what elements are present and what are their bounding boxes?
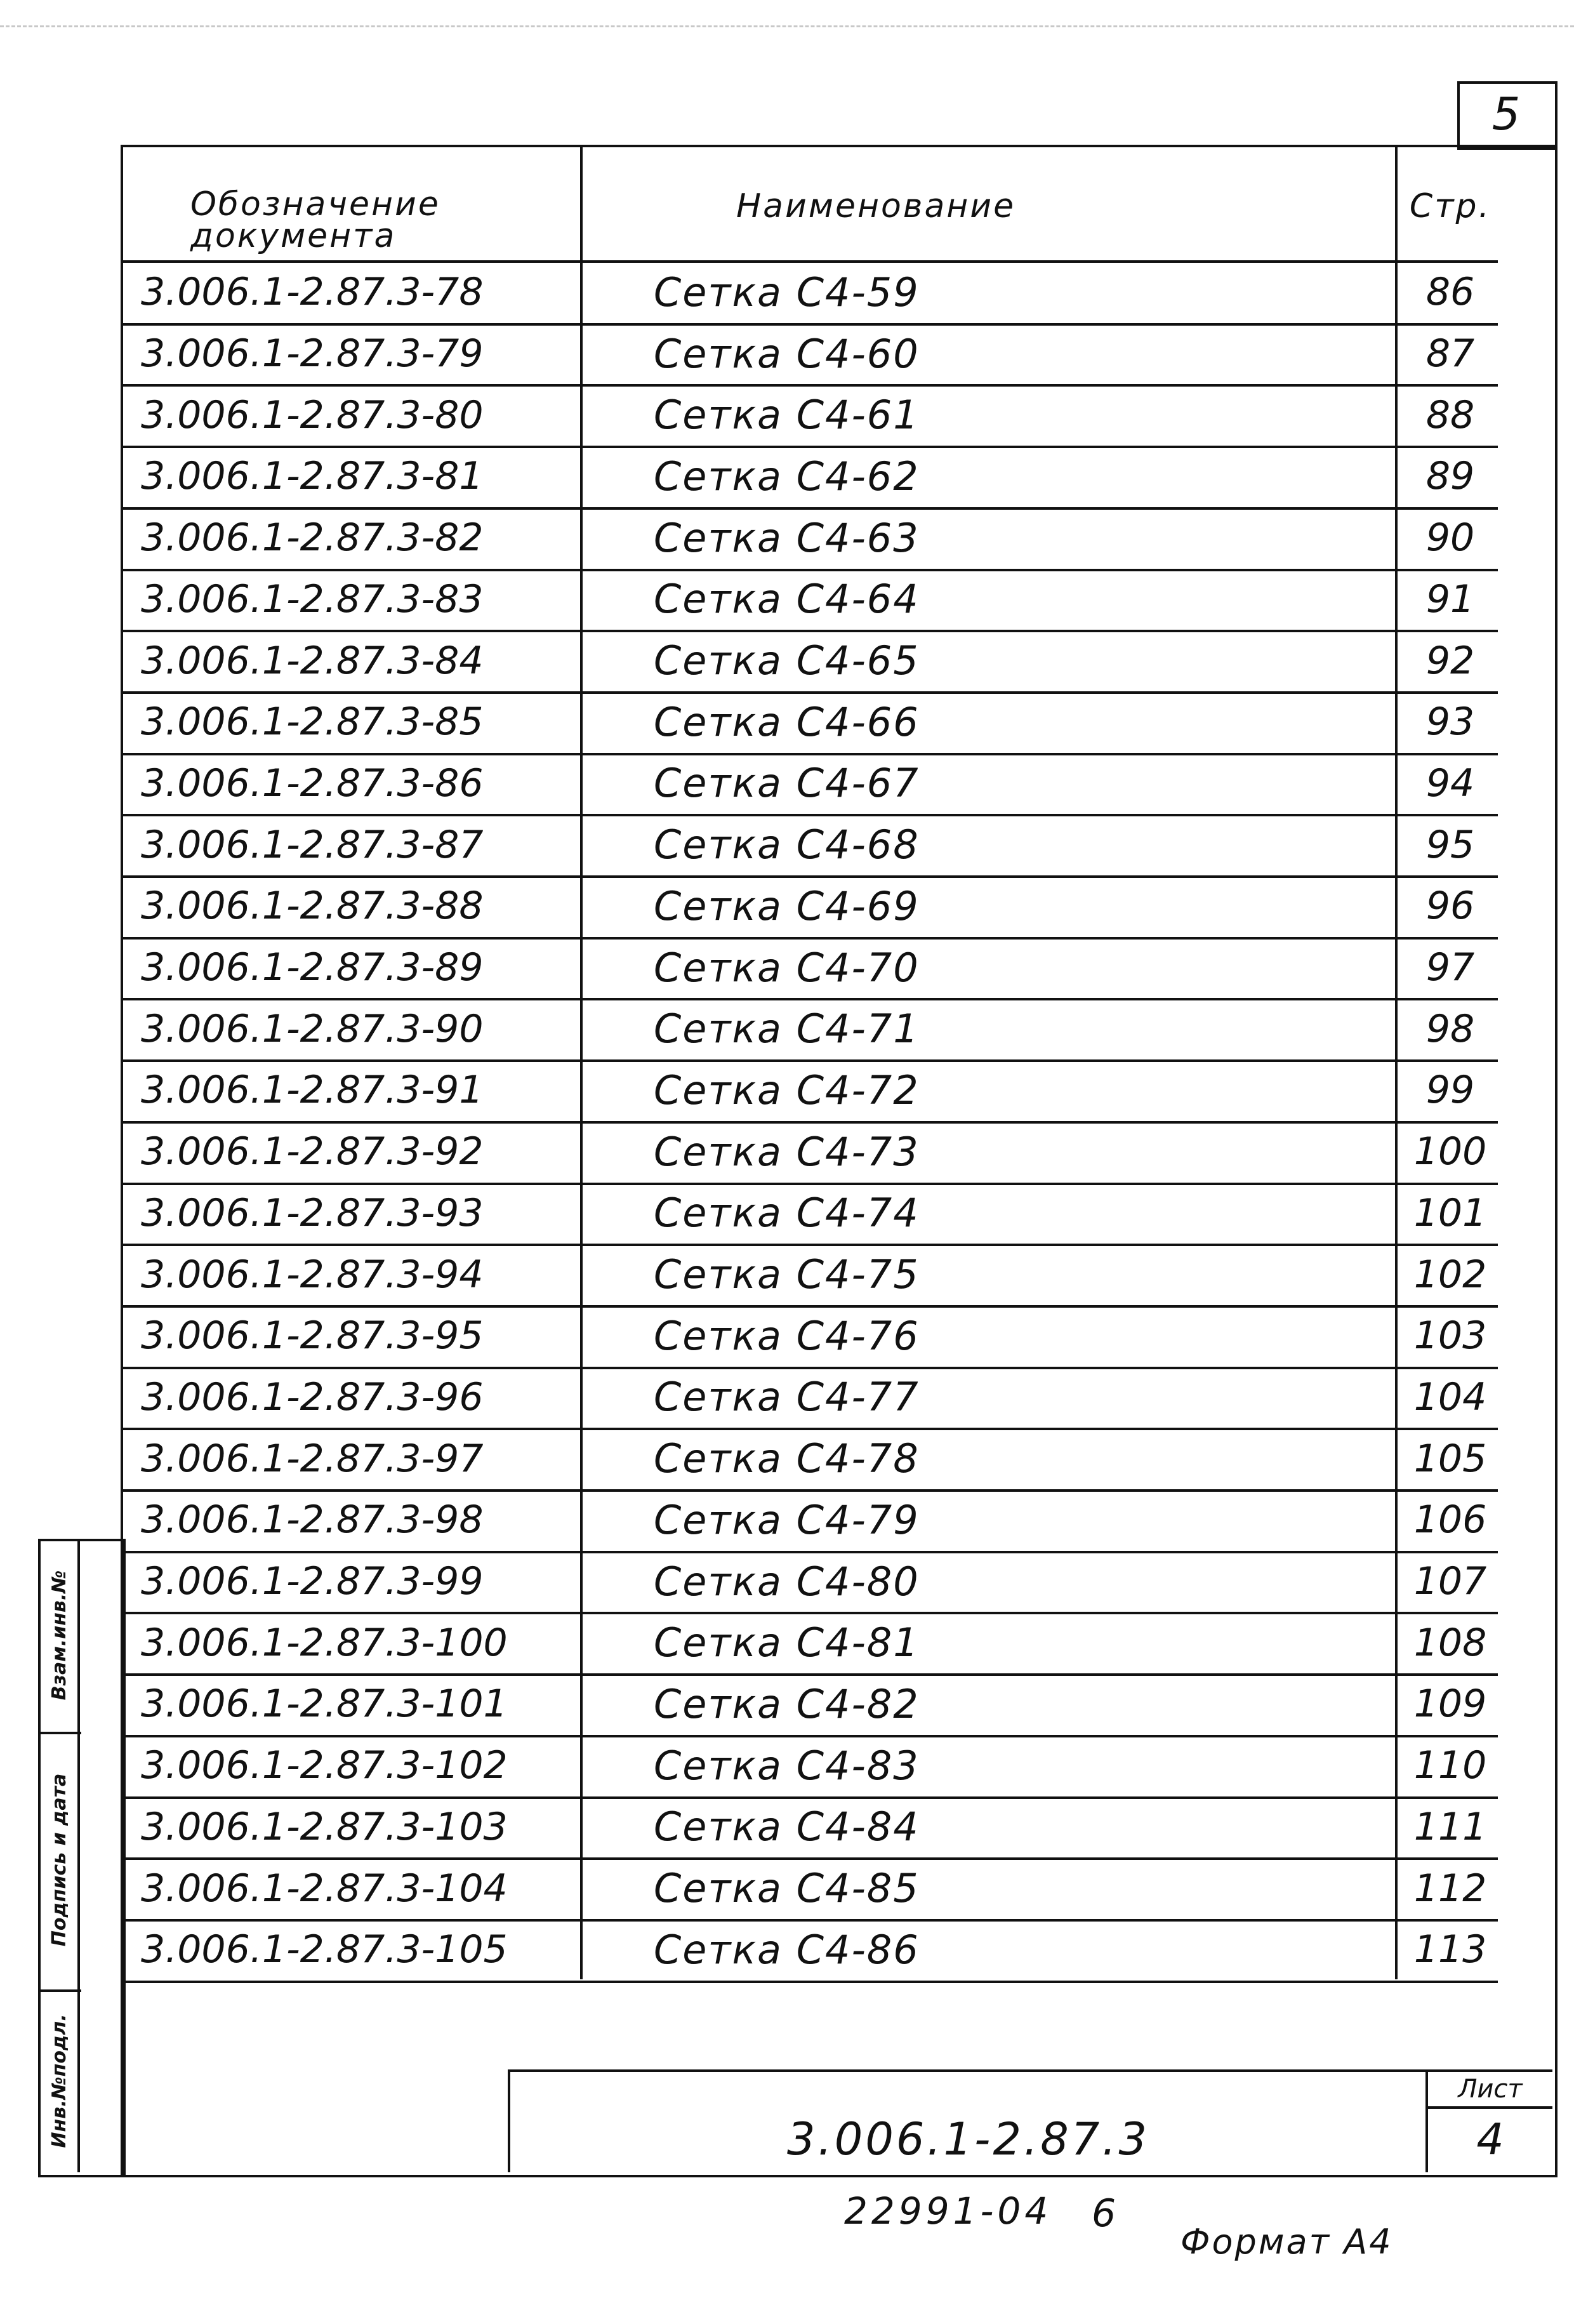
name-cell: Сетка С4-66 (654, 698, 920, 745)
page-cell: 91 (1425, 576, 1475, 621)
name-cell: Сетка С4-81 (654, 1619, 920, 1666)
name-cell: Сетка С4-68 (654, 821, 920, 868)
designation-cell: 3.006.1-2.87.3-83 (141, 576, 484, 621)
designation-cell: 3.006.1-2.87.3-95 (141, 1313, 484, 1358)
designation-cell: 3.006.1-2.87.3-102 (141, 1743, 508, 1788)
page-cell: 99 (1425, 1068, 1475, 1113)
designation-cell: 3.006.1-2.87.3-94 (141, 1252, 484, 1297)
designation-cell: 3.006.1-2.87.3-85 (141, 700, 484, 745)
page-cell: 103 (1413, 1313, 1487, 1358)
designation-cell: 3.006.1-2.87.3-78 (141, 270, 484, 315)
page-cell: 109 (1413, 1682, 1487, 1727)
name-cell: Сетка С4-60 (654, 330, 920, 377)
side-stamp-inv-podl: Инв.№подл. (48, 2014, 70, 2148)
page-cell: 88 (1425, 392, 1475, 437)
page-cell: 104 (1413, 1374, 1487, 1419)
copy-number: 6 (1092, 2191, 1116, 2236)
name-cell: Сетка С4-77 (654, 1374, 920, 1421)
designation-cell: 3.006.1-2.87.3-103 (141, 1804, 508, 1849)
page-cell: 90 (1425, 515, 1475, 561)
designation-cell: 3.006.1-2.87.3-104 (141, 1866, 508, 1911)
name-cell: Сетка С4-73 (654, 1128, 920, 1175)
sheet-number: 4 (1476, 2114, 1504, 2165)
side-stamp-vzam-inv: Взам.инв.№ (48, 1570, 70, 1701)
designation-cell: 3.006.1-2.87.3-99 (141, 1559, 484, 1604)
name-cell: Сетка С4-86 (654, 1926, 920, 1973)
page-cell: 86 (1425, 270, 1475, 315)
title-block-left (508, 2069, 510, 2172)
name-cell: Сетка С4-61 (654, 392, 920, 439)
page-cell: 106 (1413, 1497, 1487, 1543)
page-cell: 98 (1425, 1006, 1475, 1051)
designation-cell: 3.006.1-2.87.3-80 (141, 392, 484, 437)
designation-cell: 3.006.1-2.87.3-105 (141, 1927, 508, 1972)
format-label: Формат А4 (1180, 2221, 1393, 2262)
scan-dashed-line (0, 25, 1574, 27)
designation-cell: 3.006.1-2.87.3-86 (141, 760, 484, 806)
designation-cell: 3.006.1-2.87.3-90 (141, 1006, 484, 1051)
name-cell: Сетка С4-78 (654, 1435, 920, 1482)
side-stamp-divider (77, 1539, 80, 2172)
name-cell: Сетка С4-64 (654, 576, 920, 623)
name-cell: Сетка С4-70 (654, 944, 920, 991)
name-cell: Сетка С4-59 (654, 269, 920, 315)
designation-cell: 3.006.1-2.87.3-79 (141, 331, 484, 376)
designation-cell: 3.006.1-2.87.3-101 (141, 1682, 508, 1727)
designation-cell: 3.006.1-2.87.3-87 (141, 822, 484, 867)
page-cell: 111 (1413, 1804, 1487, 1849)
name-cell: Сетка С4-63 (654, 514, 920, 561)
header-page: Стр. (1409, 187, 1491, 225)
table-row-line (121, 1981, 1498, 1983)
name-cell: Сетка С4-72 (654, 1066, 920, 1113)
page-cell: 110 (1413, 1743, 1487, 1788)
document-code: 3.006.1-2.87.3 (787, 2113, 1150, 2165)
page-cell: 101 (1413, 1190, 1487, 1235)
header-designation-line2: документа (190, 217, 397, 255)
page-cell: 97 (1425, 945, 1475, 990)
name-cell: Сетка С4-79 (654, 1496, 920, 1543)
page-cell: 95 (1425, 822, 1475, 867)
designation-cell: 3.006.1-2.87.3-88 (141, 884, 484, 929)
sheet-label: Лист (1458, 2075, 1523, 2104)
name-cell: Сетка С4-62 (654, 453, 920, 500)
page-cell: 94 (1425, 760, 1475, 806)
designation-cell: 3.006.1-2.87.3-82 (141, 515, 484, 561)
designation-cell: 3.006.1-2.87.3-91 (141, 1068, 484, 1113)
page-cell: 87 (1425, 331, 1475, 376)
page-cell: 105 (1413, 1436, 1487, 1481)
page-cell: 96 (1425, 884, 1475, 929)
designation-cell: 3.006.1-2.87.3-97 (141, 1436, 484, 1481)
header-name: Наименование (736, 187, 1016, 225)
page-cell: 112 (1413, 1866, 1487, 1911)
page-cell: 108 (1413, 1620, 1487, 1665)
name-cell: Сетка С4-69 (654, 882, 920, 929)
page-cell: 92 (1425, 638, 1475, 683)
designation-cell: 3.006.1-2.87.3-100 (141, 1620, 508, 1665)
name-cell: Сетка С4-76 (654, 1312, 920, 1359)
header-designation-line1: Обозначение (190, 185, 440, 223)
name-cell: Сетка С4-71 (654, 1006, 920, 1052)
name-cell: Сетка С4-80 (654, 1558, 920, 1605)
designation-cell: 3.006.1-2.87.3-93 (141, 1190, 484, 1235)
name-cell: Сетка С4-75 (654, 1251, 920, 1298)
designation-cell: 3.006.1-2.87.3-98 (141, 1497, 484, 1543)
page-cell: 89 (1425, 454, 1475, 499)
name-cell: Сетка С4-67 (654, 760, 920, 807)
designation-cell: 3.006.1-2.87.3-92 (141, 1129, 484, 1174)
designation-cell: 3.006.1-2.87.3-84 (141, 638, 484, 683)
name-cell: Сетка С4-74 (654, 1190, 920, 1237)
designation-cell: 3.006.1-2.87.3-89 (141, 945, 484, 990)
designation-cell: 3.006.1-2.87.3-96 (141, 1374, 484, 1419)
name-cell: Сетка С4-82 (654, 1680, 920, 1727)
name-cell: Сетка С4-65 (654, 637, 920, 684)
archive-number: 22991-04 (844, 2189, 1052, 2233)
sheet-top-number: 5 (1491, 88, 1521, 140)
name-cell: Сетка С4-84 (654, 1803, 920, 1850)
designation-cell: 3.006.1-2.87.3-81 (141, 454, 484, 499)
page-cell: 113 (1413, 1927, 1487, 1972)
name-cell: Сетка С4-85 (654, 1865, 920, 1912)
page-cell: 102 (1413, 1252, 1487, 1297)
page-cell: 100 (1413, 1129, 1487, 1174)
side-stamp-sign-date: Подпись и дата (48, 1773, 70, 1947)
name-cell: Сетка С4-83 (654, 1742, 920, 1789)
page-cell: 107 (1413, 1559, 1487, 1604)
title-block-top (508, 2069, 1552, 2072)
page-cell: 93 (1425, 700, 1475, 745)
